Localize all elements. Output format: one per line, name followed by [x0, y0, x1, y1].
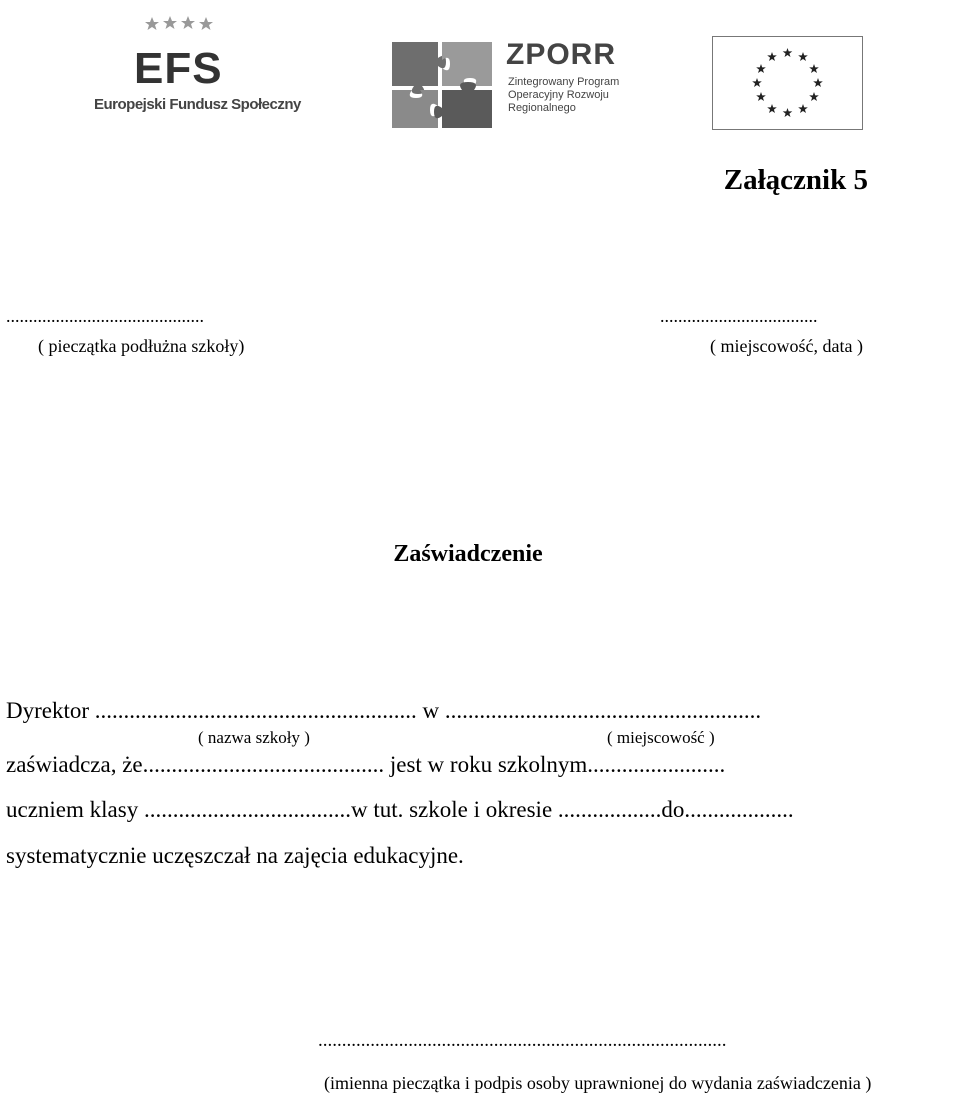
- place-date-line: ...................................: [660, 306, 818, 326]
- hint-place: ( miejscowość ): [607, 728, 715, 747]
- attachment-label: Załącznik 5: [723, 164, 868, 196]
- school-stamp-line: ............................................: [6, 306, 204, 326]
- zporr-logo: [388, 36, 624, 136]
- body-line-class: uczniem klasy ....................................w tut. szkole i okresie ..................do...................: [6, 797, 794, 822]
- school-stamp-caption: ( pieczątka podłużna szkoły): [38, 336, 245, 356]
- zporr-logo-subtitle: Zintegrowany Program Operacyjny Rozwoju Regionalnego: [508, 76, 620, 114]
- eu-flag-icon: [713, 37, 862, 129]
- efs-logo-caption: Europejski Fundusz Społeczny: [94, 96, 301, 113]
- eu-flag-logo: [712, 36, 863, 130]
- efs-logo-letters: EFS: [134, 44, 223, 93]
- signature-line: ......................................................................................: [318, 1030, 727, 1051]
- puzzle-icon: [388, 36, 496, 132]
- body-line-director: Dyrektor ........................................................ w .......................................................: [6, 698, 762, 723]
- body-line-certifies: zaświadcza, że.......................................... jest w roku szkolnym........................: [6, 752, 726, 777]
- signature-caption: (imienna pieczątka i podpis osoby uprawnionej do wydania zaświadczenia ): [324, 1073, 872, 1093]
- efs-logo: [92, 14, 301, 118]
- hint-school-name: ( nazwa szkoły ): [198, 728, 310, 747]
- document-title: Zaświadczenie: [393, 541, 543, 567]
- efs-stars-icon: [144, 16, 224, 32]
- place-date-caption: ( miejscowość, data ): [710, 336, 863, 356]
- body-line-attendance: systematycznie uczęszczał na zajęcia edukacyjne.: [6, 843, 464, 868]
- zporr-logo-title: ZPORR: [506, 38, 616, 71]
